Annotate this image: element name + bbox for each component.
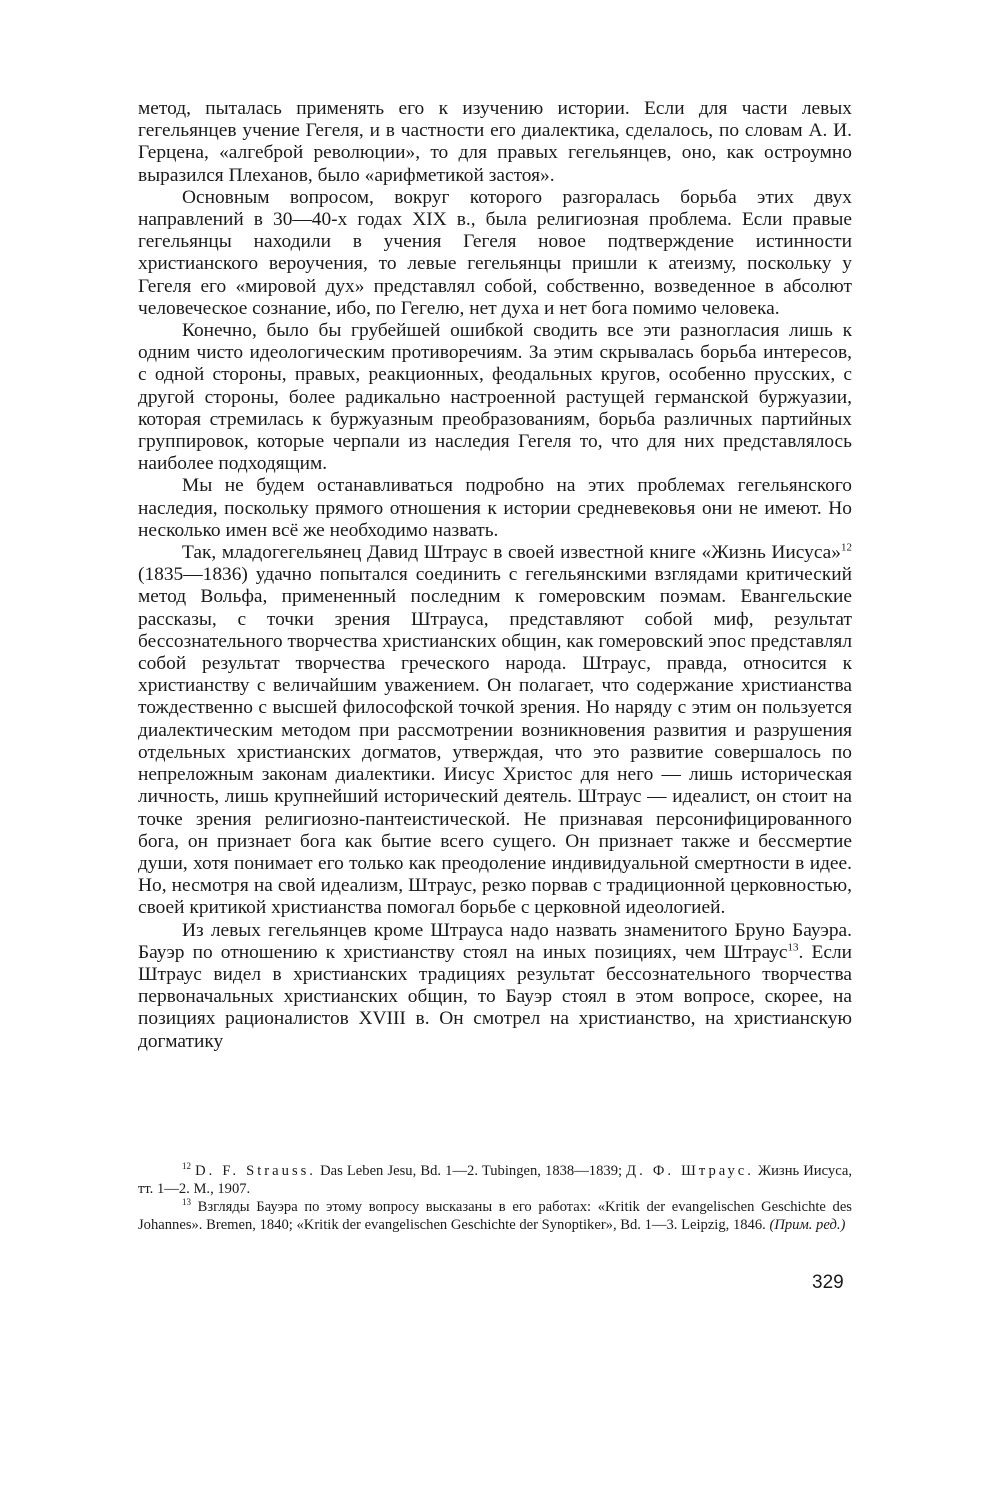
footnotes [138, 1162, 852, 1234]
footnote-13-editor-note: (Прим. ред.) [769, 1217, 846, 1233]
footnote-12-text-2: Жизнь Иисуса, тт. 1—2. М., 1907. [138, 1163, 852, 1197]
footnote-12-author-cyrillic: Д. Ф. Штраус. [626, 1163, 754, 1179]
paragraph-5 [138, 542, 852, 919]
footnote-12-mark: 12 [182, 1161, 191, 1172]
footnote-12 [138, 1162, 852, 1198]
paragraph-6-text-b: . Если Штраус видел в христианских традициях результат бессознательного творчества первоначальных христианских общин, то Бауэр стоял в этом вопросе, скорее, на позициях рационалистов XVIII в. Он смотрел на христианство, на христианскую догматику [138, 941, 852, 1052]
paragraph-1: метод, пыталась применять его к изучению истории. Если для части левых гегельянцев учение Гегеля, и в частности его диалектика, сделалось, по словам А. И. Герцена, «алгеброй революции», то для правых гегельянцев, оно, как остроумно выразился Плеханов, было «арифметикой застоя». [138, 98, 852, 186]
paragraph-6-text-a: Из левых гегельянцев кроме Штрауса надо назвать знаменитого Бруно Бауэра. Бауэр по отношению к христианству стоял на иных позициях, чем Штраус [138, 919, 852, 963]
footnote-13 [138, 1198, 852, 1234]
page-number: 329 [812, 1272, 844, 1293]
paragraph-2: Основным вопросом, вокруг которого разгоралась борьба этих двух направлений в 30—40-х годах XIX в., была религиозная проблема. Если правые гегельянцы находили в учения Гегеля новое подтверждение истинности христианского вероучения, то левые гегельянцы пришли к атеизму, поскольку у Гегеля его «мировой дух» представлял собой, собственно, возведенное в абсолют человеческое сознание, ибо, по Гегелю, нет духа и нет бога помимо человека. [138, 186, 852, 319]
footnote-ref-12[interactable]: 12 [841, 541, 852, 554]
paragraph-5-text-b: (1835—1836) удачно попытался соединить с гегельянскими взглядами критический метод Вольфа, примененный последним к гомеровским поэмам. Евангельские рассказы, с точки зрения Штрауса, представляют собой миф, результат бессознательного творчества христианских общин, как гомеровский эпос представлял собой результат творчества греческого народа. Штраус, правда, относится к христианству с величайшим уважением. Он полагает, что содержание христианства тождественно с высшей философской точкой зрения. Но наряду с этим он пользуется диалектическим методом при рассмотрении возникновения развития и разрушения отдельных христианских догматов, утверждая, что это развитие совершалось по непреложным законам диалектики. Иисус Христос для него — лишь историческая личность, лишь крупнейший исторический деятель. Штраус — идеалист, он стоит на точке зрения религиозно-пантеистической. Не признавая персонифицированного бога, он признает бога как бытие всего сущего. Он признает также и бессмертие души, хотя понимает его только как преодоление индивидуальной смертности в идее. Но, несмотря на свой идеализм, Штраус, резко порвав с традиционной церковностью, своей критикой христианства помогал борьбе с церковной идеологией. [138, 564, 852, 919]
paragraph-3: Конечно, было бы грубейшей ошибкой сводить все эти разногласия лишь к одним чисто идеологическим противоречиям. За этим скрывалась борьба интересов, с одной стороны, правых, реакционных, феодальных кругов, особенно прусских, с другой стороны, более радикально настроенной растущей германской буржуазии, которая стремилась к буржуазным преобразованиям, борьба различных партийных группировок, которые черпали из наследия Гегеля то, что для них представлялось наиболее подходящим. [138, 320, 852, 475]
paragraph-4: Мы не будем останавливаться подробно на этих проблемах гегельянского наследия, поскольку прямого отношения к истории средневековья они не имеют. Но несколько имен всё же необходимо назвать. [138, 475, 852, 541]
footnote-13-text: Взгляды Бауэра по этому вопросу высказаны в его работах: «Kritik der evangelischen Geschichte des Johannes». Bremen, 1840; «Kritik der evangelischen Geschichte der Synoptiker», Bd. 1—3. Leipzig, 1846. [138, 1199, 852, 1233]
footnote-12-author-latin: D. F. Strauss. [195, 1163, 316, 1179]
main-text [138, 98, 852, 1053]
paragraph-6 [138, 920, 852, 1053]
footnote-12-text-1: Das Leben Jesu, Bd. 1—2. Tubingen, 1838—1839; [315, 1163, 627, 1179]
footnote-13-mark: 13 [182, 1197, 191, 1208]
footnote-ref-13[interactable]: 13 [787, 941, 799, 954]
paragraph-5-text-a: Так, младогегельянец Давид Штраус в своей известной книге «Жизнь Иисуса» [182, 542, 841, 564]
